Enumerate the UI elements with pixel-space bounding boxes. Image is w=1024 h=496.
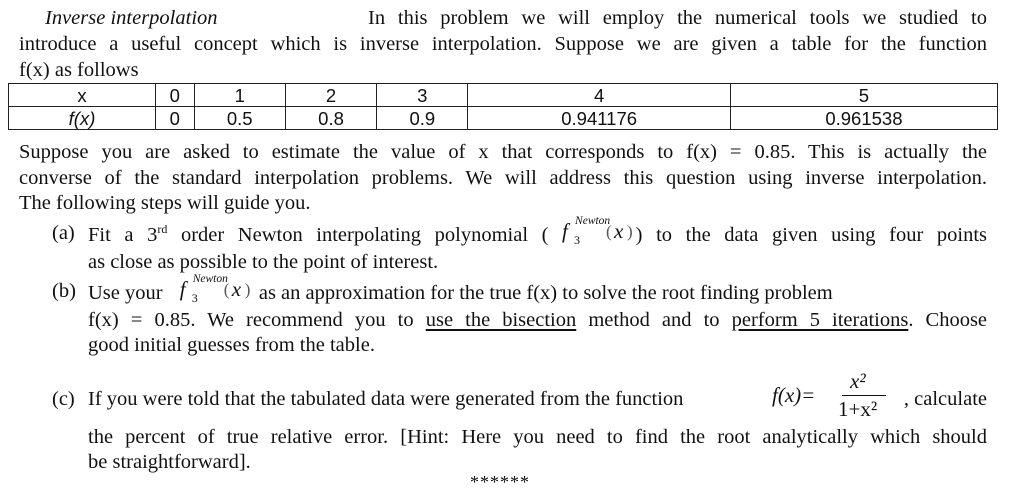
symbol-argument: ( x ) bbox=[614, 219, 623, 245]
item-label: (a) bbox=[52, 221, 75, 244]
end-marker: ****** bbox=[470, 472, 530, 492]
table-cell: 0 bbox=[156, 84, 195, 107]
item-a bbox=[19, 214, 988, 279]
problem-body bbox=[19, 140, 987, 476]
table-cell: 0.9 bbox=[377, 107, 468, 130]
function-table bbox=[8, 83, 998, 130]
table-cell: 0.5 bbox=[194, 107, 285, 130]
table-cell: 4 bbox=[468, 84, 730, 107]
item-b-line-3: good initial guesses from the table. bbox=[88, 334, 375, 356]
item-b-line-2 bbox=[88, 308, 987, 334]
newton-polynomial-symbol bbox=[179, 272, 242, 305]
item-a-line-2: as close as possible to the point of interest. bbox=[88, 250, 439, 273]
symbol-superscript: Newton bbox=[575, 214, 611, 227]
table-cell: f(x) bbox=[9, 107, 156, 130]
intro-line-1: In this problem we will employ the numerical tools we studied to bbox=[368, 7, 987, 29]
item-b-text: . Choose bbox=[908, 308, 988, 331]
underlined-phrase: use the bisection bbox=[425, 308, 577, 331]
item-a-text: order Newton interpolating polynomial ( bbox=[167, 223, 549, 246]
table-cell: 5 bbox=[730, 84, 997, 107]
table-cell: 3 bbox=[377, 84, 468, 107]
table-cell: 0 bbox=[156, 107, 195, 130]
paragraph-line: The following steps will guide you. bbox=[19, 192, 311, 214]
ordinal-suffix: rd bbox=[157, 221, 168, 236]
intro-line-2: introduce a useful concept which is inverse interpolation. Suppose we are given a table for the function bbox=[19, 33, 987, 55]
symbol-superscript: Newton bbox=[192, 272, 228, 285]
item-c-line-2: the percent of true relative error. [Hint: Here you need to find the root analytically which should bbox=[88, 425, 987, 448]
table-row-fx bbox=[9, 107, 998, 130]
symbol-f: f bbox=[179, 276, 186, 301]
table-cell: x bbox=[9, 84, 156, 107]
item-a-text: ) to the data given using four points bbox=[635, 223, 988, 246]
item-label: (b) bbox=[52, 279, 76, 302]
table-cell: 2 bbox=[285, 84, 376, 107]
symbol-subscript: 3 bbox=[574, 232, 581, 247]
paragraph-line: Suppose you are asked to estimate the value of x that corresponds to f(x) = 0.85. This is actually the bbox=[19, 141, 987, 163]
item-b-text: Use your bbox=[88, 281, 163, 304]
item-b-line-1 bbox=[88, 272, 987, 308]
table-cell: 0.941176 bbox=[468, 107, 730, 130]
underlined-phrase: perform 5 iterations bbox=[731, 308, 909, 331]
table-row-x bbox=[9, 84, 998, 107]
table-cell: 1 bbox=[194, 84, 285, 107]
item-b-text: method and to bbox=[576, 308, 732, 331]
newton-polynomial-symbol bbox=[562, 214, 624, 247]
document-page bbox=[19, 6, 987, 83]
symbol-argument: ( x ) bbox=[232, 277, 241, 303]
item-b-text: as an approximation for the true f(x) to solve the root finding problem bbox=[258, 281, 833, 304]
paragraph-line: converse of the standard interpolation problems. We will address this question using inverse interpolation. bbox=[19, 166, 987, 189]
symbol-f: f bbox=[562, 218, 568, 243]
item-c-text: If you were told that the tabulated data were generated from the function bbox=[88, 387, 684, 410]
table-cell: 0.961538 bbox=[730, 107, 997, 130]
function-formula bbox=[768, 368, 908, 423]
item-b bbox=[19, 272, 988, 365]
item-a-line-1 bbox=[88, 214, 988, 250]
title-line bbox=[19, 6, 987, 32]
item-b-text: f(x) = 0.85. We recommend you to bbox=[88, 308, 426, 331]
symbol-subscript: 3 bbox=[191, 290, 198, 305]
problem-title: Inverse interpolation bbox=[45, 7, 218, 29]
item-label: (c) bbox=[52, 387, 75, 410]
item-c-line-1 bbox=[88, 368, 987, 425]
table-cell: 0.8 bbox=[285, 107, 376, 130]
item-c-line-3: be straightforward]. bbox=[88, 451, 251, 473]
item-c-text: , calculate bbox=[903, 387, 987, 410]
formula-denominator: 1+x² bbox=[838, 396, 878, 421]
formula-numerator: x² bbox=[850, 368, 866, 393]
intro-line-3: f(x) as follows bbox=[19, 58, 139, 81]
formula-lhs: f(x)= bbox=[772, 382, 816, 407]
item-c bbox=[19, 368, 987, 476]
item-a-text: Fit a 3 bbox=[88, 223, 158, 246]
